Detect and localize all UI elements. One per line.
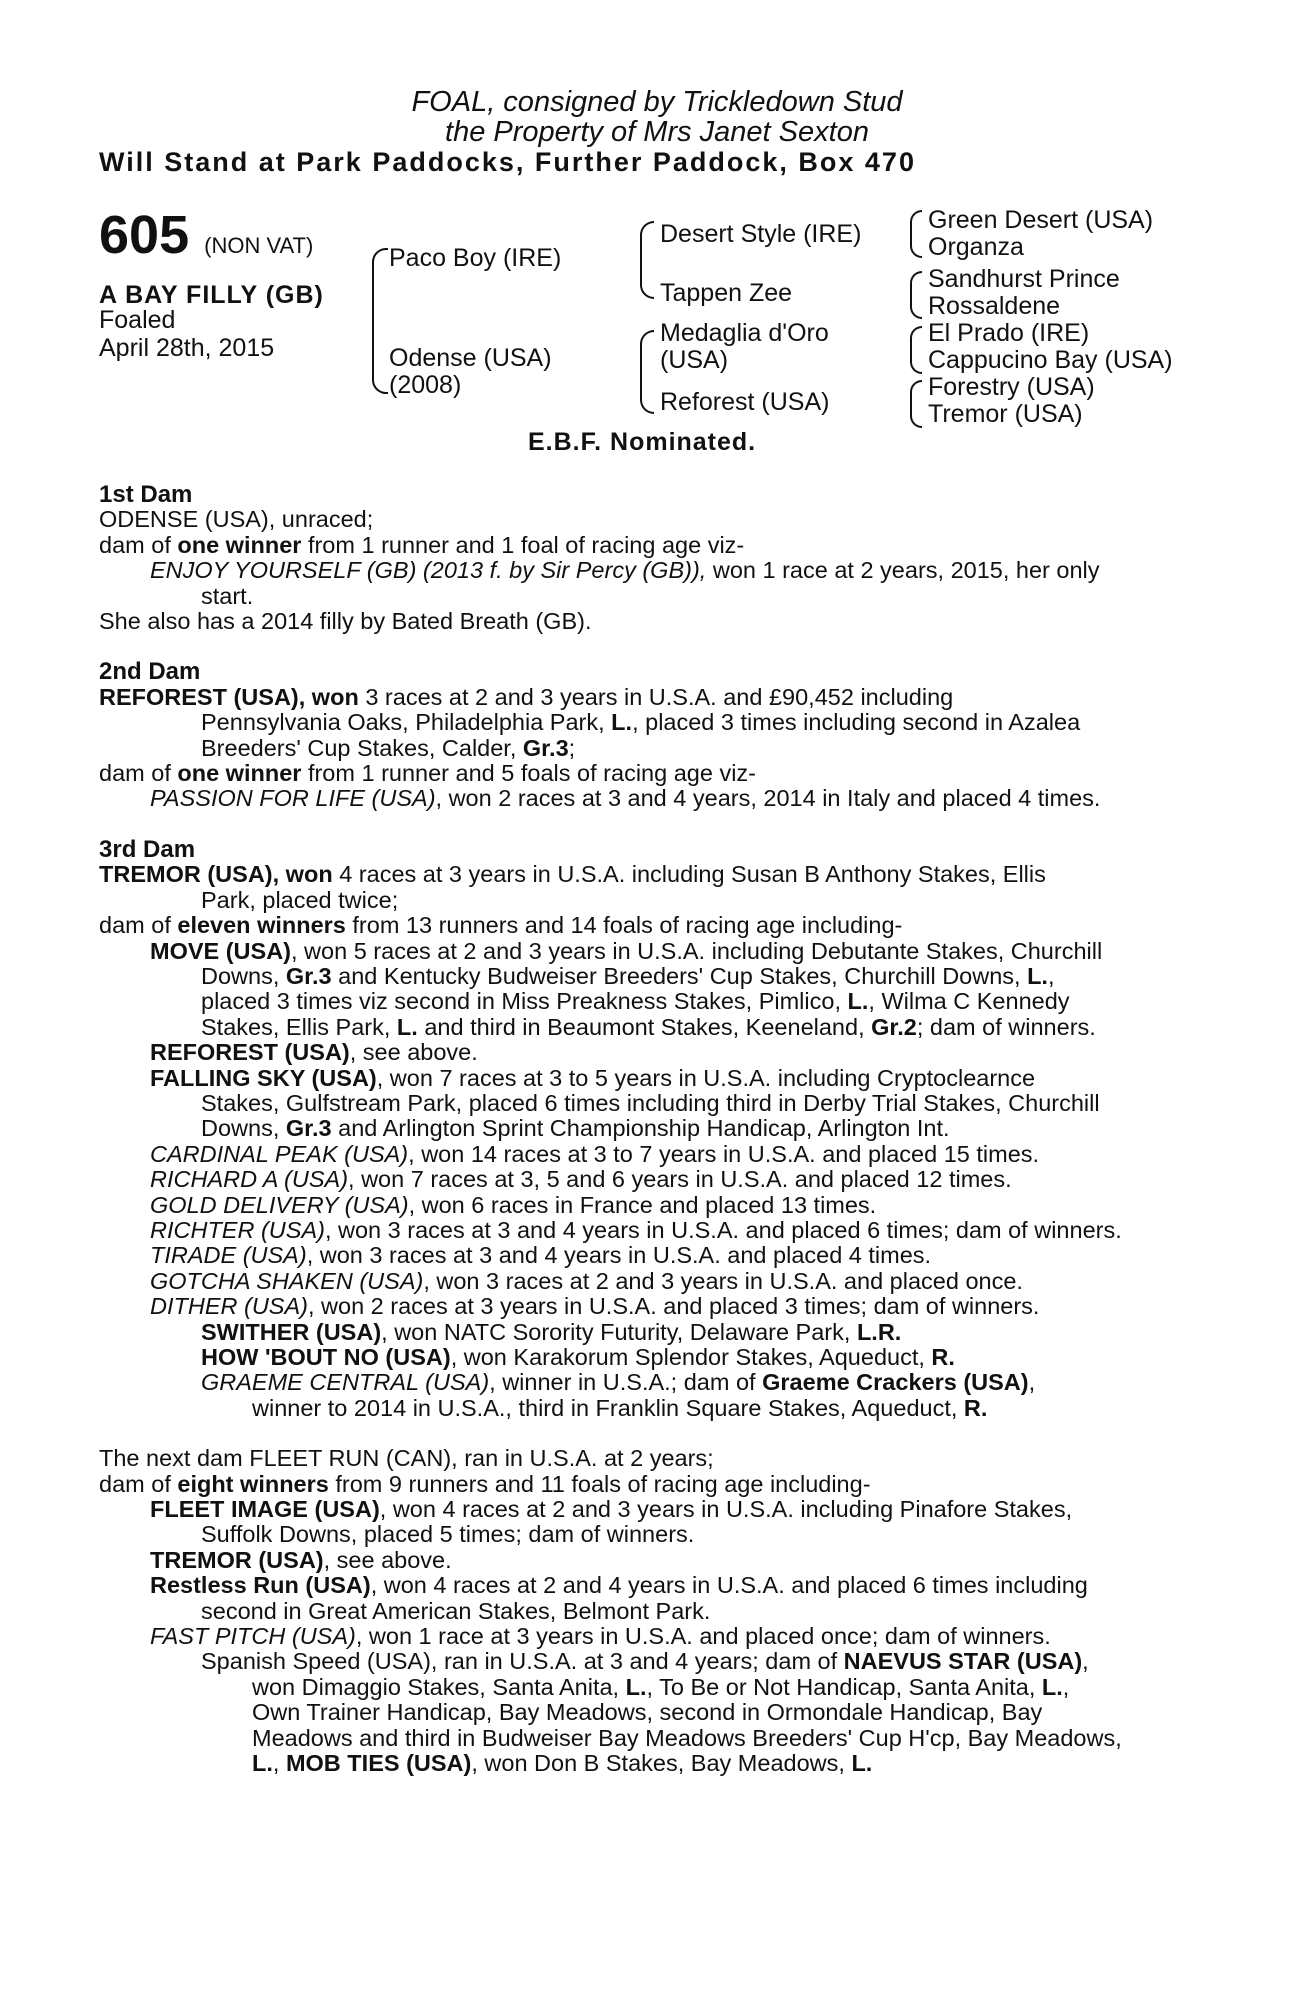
- foal-falling-sky-cont2: Downs, Gr.3 and Arlington Sprint Championship Handicap, Arlington Int.: [201, 1115, 950, 1142]
- first-dam-produce: dam of one winner from 1 runner and 1 foal of racing age viz-: [99, 531, 745, 558]
- third-dam-produce: dam of eleven winners from 13 runners and 14 foals of racing age including-: [99, 912, 903, 939]
- first-dam-foal-cont: start.: [201, 582, 254, 609]
- pedigree-brace-main: [372, 248, 388, 394]
- pedigree-sire-sire: Desert Style (IRE): [660, 220, 862, 248]
- catalogue-body: [0, 482, 1314, 1777]
- pedigree-sss: Green Desert (USA): [928, 206, 1154, 234]
- first-dam-heading: 1st Dam: [99, 481, 193, 508]
- pedigree-brace-dam: [640, 330, 654, 414]
- property-line: the Property of Mrs Janet Sexton: [445, 116, 869, 148]
- grandfoal-spanish-speed: Spanish Speed (USA), ran in U.S.A. at 3 and 4 years; dam of NAEVUS STAR (USA),: [201, 1648, 1089, 1675]
- first-dam-line: ODENSE (USA), unraced;: [99, 506, 374, 533]
- pedigree-dam-year: (2008): [389, 371, 462, 399]
- consignor-line: FOAL, consigned by Trickledown Stud: [411, 86, 903, 118]
- pedigree-brace-g1: [910, 210, 922, 258]
- foal-richter: RICHTER (USA), won 3 races at 3 and 4 years in U.S.A. and placed 6 times; dam of winners.: [150, 1216, 1122, 1243]
- pedigree-dsd: Cappucino Bay (USA): [928, 346, 1173, 374]
- foal-move: MOVE (USA), won 5 races at 2 and 3 years in U.S.A. including Debutante Stakes, Churchill: [150, 937, 1103, 964]
- grandfoal-graeme-central-cont: winner to 2014 in U.S.A., third in Franklin Square Stakes, Aqueduct, R.: [252, 1394, 988, 1421]
- pedigree-dam: Odense (USA): [389, 344, 552, 372]
- second-dam-heading: 2nd Dam: [99, 658, 201, 686]
- third-dam-heading: 3rd Dam: [99, 835, 196, 863]
- foal-fleet-image: FLEET IMAGE (USA), won 4 races at 2 and 3 years in U.S.A. including Pinafore Stakes,: [150, 1496, 1073, 1523]
- pedigree-sire-dam: Tappen Zee: [660, 279, 793, 307]
- grandfoal-swither: SWITHER (USA), won NATC Sorority Futurity, Delaware Park, L.R.: [201, 1318, 902, 1345]
- grandfoal-spanish-speed-cont4: L., MOB TIES (USA), won Don B Stakes, Bay Meadows, L.: [252, 1750, 873, 1777]
- second-dam-line1: REFOREST (USA), won 3 races at 2 and 3 years in U.S.A. and £90,452 including: [99, 683, 954, 710]
- first-dam-note: She also has a 2014 filly by Bated Breath (GB).: [99, 608, 592, 635]
- second-dam-foal: PASSION FOR LIFE (USA), won 2 races at 3 and 4 years, 2014 in Italy and placed 4 times.: [150, 785, 1101, 812]
- pedigree-dam-sire: Medaglia d'Oro: [660, 319, 829, 347]
- lot-number-block: [99, 205, 313, 276]
- foal-move-cont1: Downs, Gr.3 and Kentucky Budweiser Breeders' Cup Stakes, Churchill Downs, L.,: [201, 962, 1055, 989]
- foal-fleet-image-cont: Suffolk Downs, placed 5 times; dam of winners.: [201, 1521, 695, 1548]
- foaled-date: April 28th, 2015: [99, 334, 275, 362]
- pedigree-brace-g2: [910, 271, 922, 319]
- pedigree-sds: Sandhurst Prince: [928, 265, 1120, 293]
- second-dam-line3: Breeders' Cup Stakes, Calder, Gr.3;: [201, 734, 576, 761]
- grandfoal-spanish-speed-cont3: Meadows and third in Budweiser Bay Meadows Breeders' Cup H'cp, Bay Meadows,: [252, 1724, 1122, 1751]
- third-dam-line2: Park, placed twice;: [201, 886, 399, 913]
- grandfoal-spanish-speed-cont1: won Dimaggio Stakes, Santa Anita, L., To Be or Not Handicap, Santa Anita, L.,: [252, 1673, 1070, 1700]
- lot-title: A BAY FILLY (GB): [99, 281, 324, 309]
- foal-richard-a: RICHARD A (USA), won 7 races at 3, 5 and 6 years in U.S.A. and placed 12 times.: [150, 1166, 1012, 1193]
- foaled-label: Foaled: [99, 306, 176, 334]
- foal-falling-sky: FALLING SKY (USA), won 7 races at 3 to 5 years in U.S.A. including Cryptoclearnce: [150, 1064, 1036, 1091]
- lot-number: 605: [99, 205, 190, 265]
- foal-tirade: TIRADE (USA), won 3 races at 3 and 4 years in U.S.A. and placed 4 times.: [150, 1242, 932, 1269]
- vat-status: (NON VAT): [204, 233, 314, 258]
- next-dam-produce: dam of eight winners from 9 runners and 11 foals of racing age including-: [99, 1470, 871, 1497]
- ebf-nominated: E.B.F. Nominated.: [528, 428, 757, 456]
- third-dam-line1: TREMOR (USA), won 4 races at 3 years in U.S.A. including Susan B Anthony Stakes, Ellis: [99, 861, 1046, 888]
- pedigree-dam-dam: Reforest (USA): [660, 388, 830, 416]
- next-dam-line: The next dam FLEET RUN (CAN), ran in U.S.A. at 2 years;: [99, 1445, 714, 1472]
- pedigree-brace-g4: [910, 380, 922, 428]
- first-dam-foal: ENJOY YOURSELF (GB) (2013 f. by Sir Percy (GB)), won 1 race at 2 years, 2015, her only: [150, 557, 1100, 584]
- pedigree-sdd: Rossaldene: [928, 292, 1061, 320]
- foal-falling-sky-cont1: Stakes, Gulfstream Park, placed 6 times including third in Derby Trial Stakes, Churchill: [201, 1089, 1100, 1116]
- foal-move-cont3: Stakes, Ellis Park, L. and third in Beaumont Stakes, Keeneland, Gr.2; dam of winners.: [201, 1013, 1096, 1040]
- pedigree-dss: El Prado (IRE): [928, 319, 1090, 347]
- location-line: Will Stand at Park Paddocks, Further Paddock, Box 470: [99, 147, 916, 177]
- foal-move-cont2: placed 3 times viz second in Miss Preakness Stakes, Pimlico, L., Wilma C Kennedy: [201, 988, 1070, 1015]
- foal-tremor: TREMOR (USA), see above.: [150, 1546, 452, 1573]
- pedigree-brace-g3: [910, 326, 922, 374]
- foal-restless-run: Restless Run (USA), won 4 races at 2 and 4 years in U.S.A. and placed 6 times including: [150, 1572, 1088, 1599]
- pedigree-dds: Forestry (USA): [928, 373, 1095, 401]
- foal-cardinal-peak: CARDINAL PEAK (USA), won 14 races at 3 to 7 years in U.S.A. and placed 15 times.: [150, 1140, 1040, 1167]
- foal-gold-delivery: GOLD DELIVERY (USA), won 6 races in France and placed 13 times.: [150, 1191, 877, 1218]
- foal-reforest: REFOREST (USA), see above.: [150, 1039, 478, 1066]
- second-dam-produce: dam of one winner from 1 runner and 5 foals of racing age viz-: [99, 760, 756, 787]
- grandfoal-spanish-speed-cont2: Own Trainer Handicap, Bay Meadows, second in Ormondale Handicap, Bay: [252, 1699, 1043, 1726]
- foal-fast-pitch: FAST PITCH (USA), won 1 race at 3 years in U.S.A. and placed once; dam of winners.: [150, 1623, 1051, 1650]
- pedigree-ddd: Tremor (USA): [928, 400, 1083, 428]
- grandfoal-how-bout-no: HOW 'BOUT NO (USA), won Karakorum Splendor Stakes, Aqueduct, R.: [201, 1344, 955, 1370]
- foal-gotcha-shaken: GOTCHA SHAKEN (USA), won 3 races at 2 and 3 years in U.S.A. and placed once.: [150, 1267, 1023, 1294]
- foal-restless-run-cont: second in Great American Stakes, Belmont Park.: [201, 1597, 711, 1624]
- second-dam-line2: Pennsylvania Oaks, Philadelphia Park, L., placed 3 times including second in Azalea: [201, 709, 1081, 736]
- grandfoal-graeme-central: GRAEME CENTRAL (USA), winner in U.S.A.; dam of Graeme Crackers (USA),: [201, 1369, 1036, 1396]
- foal-dither: DITHER (USA), won 2 races at 3 years in U.S.A. and placed 3 times; dam of winners.: [150, 1293, 1040, 1320]
- pedigree-brace-sire: [640, 221, 654, 299]
- pedigree-sire: Paco Boy (IRE): [389, 244, 562, 272]
- pedigree-ssd: Organza: [928, 233, 1024, 261]
- pedigree-dam-sire-country: (USA): [660, 346, 729, 374]
